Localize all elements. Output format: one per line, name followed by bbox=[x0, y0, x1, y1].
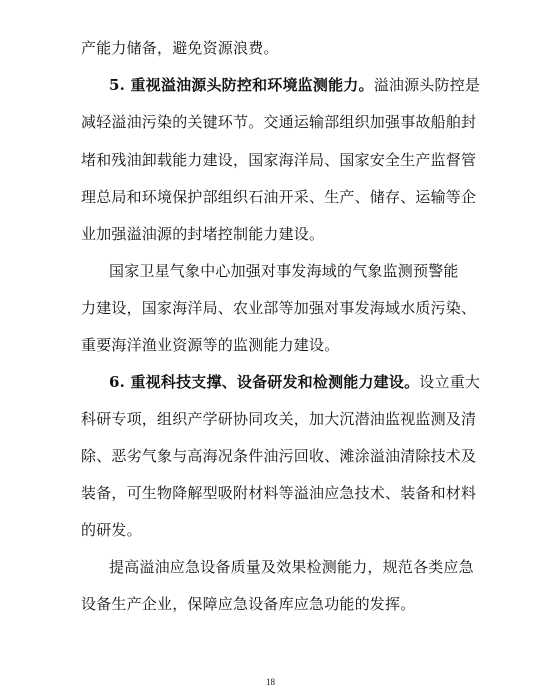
text-line-7: 国家卫星气象中心加强对事发海域的气象监测预警能 bbox=[109, 262, 459, 280]
text-line-13: 装备，可生物降解型吸附材料等溢油应急技术、装备和材料 bbox=[81, 484, 477, 502]
section-heading-5: 5. 重视溢油源头防控和环境监测能力。 bbox=[109, 76, 374, 94]
section-heading-6: 6. 重视科技支撑、设备研发和检测能力建设。 bbox=[109, 373, 420, 391]
text-line-12: 除、恶劣气象与高海况条件油污回收、滩涂溢油清除技术及 bbox=[81, 447, 477, 465]
text-line-5: 理总局和环境保护部组织石油开采、生产、储存、运输等企 bbox=[81, 188, 477, 206]
text-line-9: 重要海洋渔业资源等的监测能力建设。 bbox=[81, 336, 340, 354]
text-line-14: 的研发。 bbox=[81, 521, 142, 539]
text-line-11: 科研专项，组织产学研协同攻关，加大沉潜油监视监测及清 bbox=[81, 410, 477, 428]
text-line-10: 6. 重视科技支撑、设备研发和检测能力建设。设立重大 bbox=[109, 373, 481, 391]
text-line-3: 减轻溢油污染的关键环节。交通运输部组织加强事故船舶封 bbox=[81, 113, 477, 131]
text-line-4: 堵和残油卸载能力建设，国家海洋局、国家安全生产监督管 bbox=[81, 151, 477, 169]
text-line-8: 力建设，国家海洋局、农业部等加强对事发海域水质污染、 bbox=[81, 299, 477, 317]
text-line-6: 业加强溢油源的封堵控制能力建设。 bbox=[81, 225, 325, 243]
page-number: 18 bbox=[266, 677, 275, 687]
text-line-16: 设备生产企业，保障应急设备库应急功能的发挥。 bbox=[81, 595, 416, 613]
text-line-15: 提高溢油应急设备质量及效果检测能力，规范各类应急 bbox=[109, 558, 474, 576]
text-line-1: 产能力储备，避免资源浪费。 bbox=[81, 39, 279, 57]
text-line-2: 5. 重视溢油源头防控和环境监测能力。溢油源头防控是 bbox=[109, 76, 481, 94]
